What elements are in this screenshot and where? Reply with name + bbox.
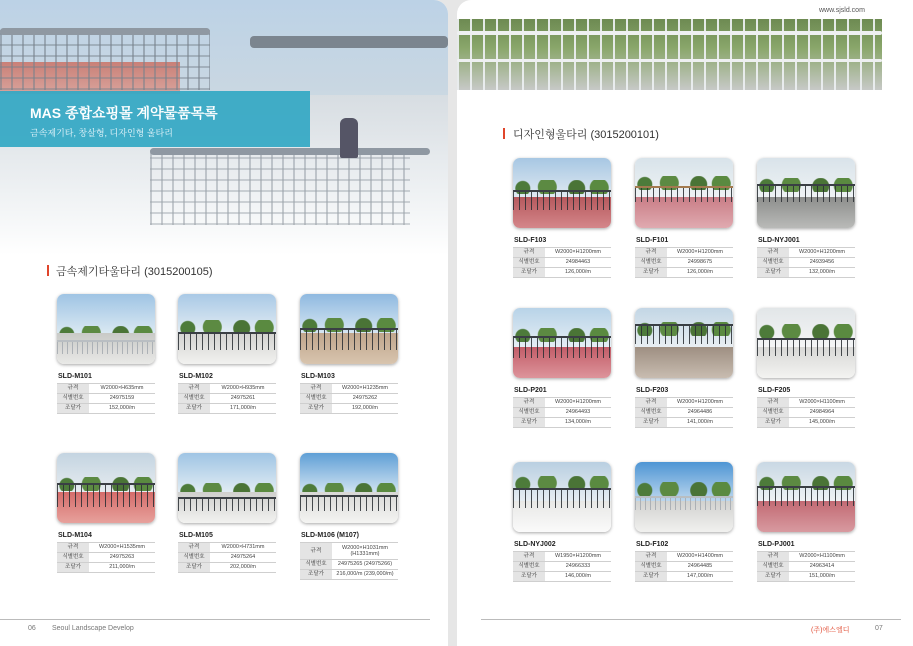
cyclist <box>340 118 358 158</box>
product-card <box>635 158 739 278</box>
page-number-right: 07 <box>875 625 883 632</box>
mesh-fence-left <box>0 30 210 90</box>
product-code: SLD-P201 <box>514 387 547 394</box>
product-code: SLD-PJ001 <box>758 541 795 548</box>
product-photo <box>757 308 855 378</box>
page-number-left: 06 <box>28 625 36 632</box>
spec-table: 규격 W2000×H1400mm 식별번호 24964485 조달가 147,000/m <box>635 551 733 582</box>
footer-company: (주)에스엘디 <box>811 627 850 634</box>
product-code: SLD-M101 <box>58 373 92 380</box>
product-photo <box>635 462 733 532</box>
spec-table: 규격 W2000×H731mm 식별번호 24975264 조달가 202,000/m <box>178 542 276 573</box>
product-photo <box>635 308 733 378</box>
banner-title: MAS 종합쇼핑몰 계약물품목록 <box>30 105 218 121</box>
spec-table: 규격 W2000×H935mm 식별번호 24975261 조달가 171,000/m <box>178 383 276 414</box>
spec-table: 규격 W2000×H1200mm 식별번호 24984463 조달가 126,000/m <box>513 247 611 278</box>
product-photo <box>178 453 276 523</box>
product-photo <box>178 294 276 364</box>
section-marker <box>503 128 505 139</box>
product-photo <box>757 462 855 532</box>
product-card <box>178 294 282 414</box>
spec-table: 규격 W2000×H1100mm 식별번호 24984964 조달가 145,000/m <box>757 397 855 428</box>
footer-rule <box>0 619 430 620</box>
product-card <box>635 308 739 428</box>
product-code: SLD-F203 <box>636 387 669 394</box>
product-card <box>757 308 861 428</box>
mesh-fence-front <box>150 150 410 225</box>
product-card <box>757 158 861 278</box>
banner-subtitle: 금속제기타, 창살형, 디자인형 울타리 <box>30 128 173 138</box>
left-page <box>0 0 448 646</box>
product-card <box>300 294 404 414</box>
product-code: SLD-M105 <box>179 532 213 539</box>
product-code: SLD-M106 (M107) <box>301 532 359 539</box>
spec-table: 규격 W2000×H1100mm 식별번호 24963414 조달가 151,000/m <box>757 551 855 582</box>
spec-table: 규격 W2000×H1200mm 식별번호 24939456 조달가 132,000/m <box>757 247 855 278</box>
product-photo <box>300 294 398 364</box>
rail-top-left <box>0 28 210 35</box>
header-image-railing <box>457 19 882 90</box>
spec-table: 규격 W2000×H1031mm (H1331mm) 식별번호 24975265 (24975266) 조달가 216,000/m (239,000/m) <box>300 542 398 580</box>
spec-table: 규격 W1950×H1200mm 식별번호 24966333 조달가 146,000/m <box>513 551 611 582</box>
website-url: www.sjsld.com <box>819 7 865 14</box>
product-code: SLD-NYJ002 <box>514 541 556 548</box>
section-marker <box>47 265 49 276</box>
product-card <box>513 308 617 428</box>
spec-table: 규격 W2000×H1200mm 식별번호 24964486 조달가 141,000/m <box>635 397 733 428</box>
rail-top-front <box>150 148 430 155</box>
product-photo <box>300 453 398 523</box>
spec-table: 규격 W2000×H1200mm 식별번호 24998675 조달가 126,000/m <box>635 247 733 278</box>
product-card <box>635 462 739 582</box>
product-photo <box>57 294 155 364</box>
spec-table: 규격 W2000×H1535mm 식별번호 24975263 조달가 211,000/m <box>57 542 155 573</box>
product-code: SLD-M103 <box>301 373 335 380</box>
spec-table: 규격 W2000×H1235mm 식별번호 24975262 조달가 192,000/m <box>300 383 398 414</box>
product-photo <box>635 158 733 228</box>
product-photo <box>57 453 155 523</box>
product-code: SLD-F205 <box>758 387 791 394</box>
product-card <box>57 453 161 573</box>
product-code: SLD-M104 <box>58 532 92 539</box>
product-code: SLD-M102 <box>179 373 213 380</box>
product-card <box>513 462 617 582</box>
spec-table: 규격 W2000×H635mm 식별번호 24975159 조달가 152,000/m <box>57 383 155 414</box>
product-photo <box>757 158 855 228</box>
product-code: SLD-F103 <box>514 237 547 244</box>
footer-rule <box>481 619 901 620</box>
product-photo <box>513 158 611 228</box>
product-photo <box>513 462 611 532</box>
footer-brand: Seoul Landscape Develop <box>52 625 134 632</box>
product-card <box>178 453 282 573</box>
section-title-design: 디자인형울타리 (3015200101) <box>513 129 659 141</box>
product-card <box>57 294 161 414</box>
section-title-metal: 금속제기타울타리 (3015200105) <box>56 266 213 278</box>
product-code: SLD-F102 <box>636 541 669 548</box>
product-card <box>300 453 404 580</box>
product-photo <box>513 308 611 378</box>
product-card <box>757 462 861 582</box>
right-page <box>457 0 913 646</box>
product-code: SLD-NYJ001 <box>758 237 800 244</box>
rail-top-right <box>250 36 448 48</box>
product-card <box>513 158 617 278</box>
spec-table: 규격 W2000×H1200mm 식별번호 24964493 조달가 134,000/m <box>513 397 611 428</box>
product-code: SLD-F101 <box>636 237 669 244</box>
